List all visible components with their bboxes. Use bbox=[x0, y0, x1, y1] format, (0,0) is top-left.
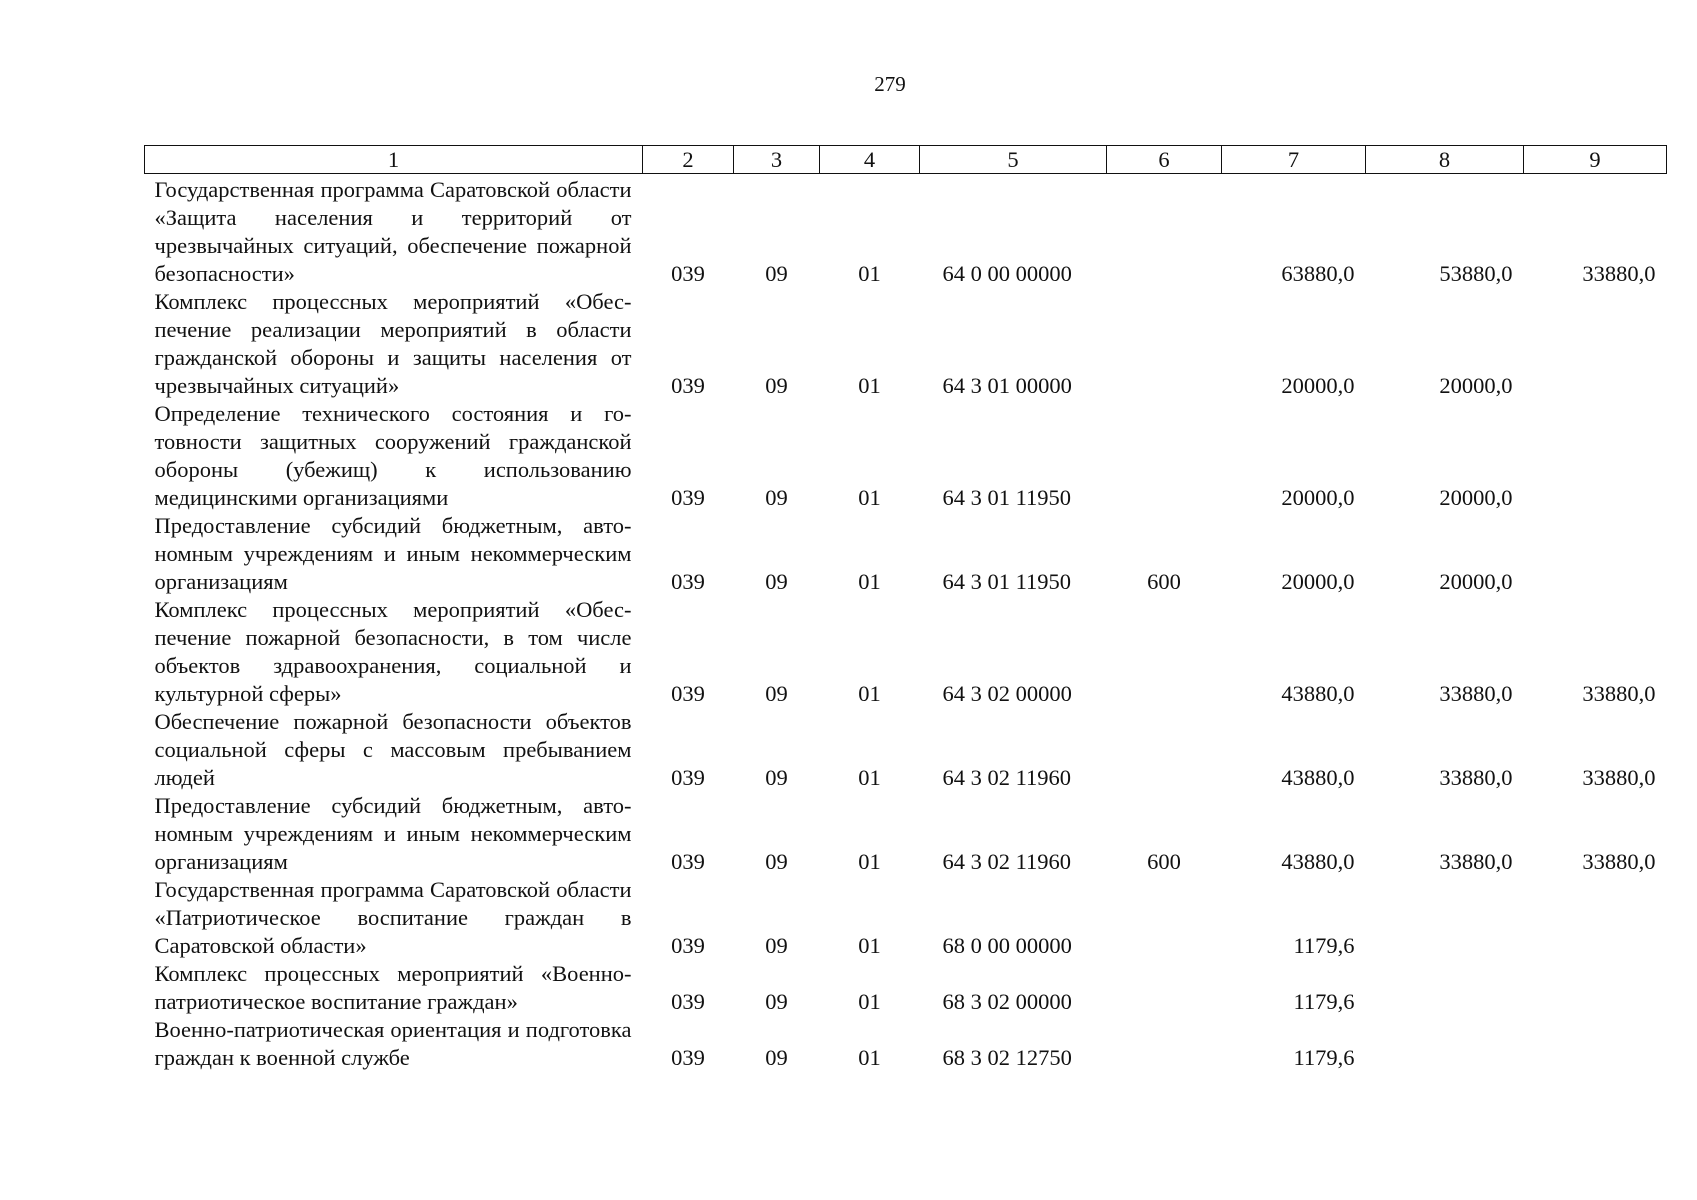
row-sum-1: 63880,0 bbox=[1281, 261, 1355, 286]
column-header-5: 5 bbox=[920, 146, 1107, 174]
row-pr: 01 bbox=[858, 261, 881, 286]
row-ved: 039 bbox=[671, 681, 705, 706]
row-vr bbox=[1107, 174, 1222, 289]
row-pr: 01 bbox=[858, 765, 881, 790]
column-header-6: 6 bbox=[1107, 146, 1222, 174]
row-sum-2 bbox=[1366, 960, 1524, 1016]
row-name: Предоставление субсидий бюджетным, автономным учреждениям и иным некоммерческим организациям bbox=[154, 793, 632, 874]
row-rz: 09 bbox=[765, 933, 788, 958]
row-sum-3 bbox=[1524, 512, 1667, 596]
row-sum-2: 33880,0 bbox=[1439, 765, 1513, 790]
row-pr: 01 bbox=[858, 485, 881, 510]
row-vr bbox=[1107, 876, 1222, 960]
row-rz: 09 bbox=[765, 569, 788, 594]
row-rz: 09 bbox=[765, 373, 788, 398]
row-csr: 68 0 00 00000 bbox=[942, 933, 1072, 958]
page-number: 279 bbox=[874, 72, 906, 96]
row-pr: 01 bbox=[858, 989, 881, 1014]
row-sum-3 bbox=[1524, 288, 1667, 400]
row-sum-3: 33880,0 bbox=[1582, 681, 1656, 706]
table-row bbox=[145, 792, 1667, 876]
row-vr: 600 bbox=[1147, 569, 1181, 594]
row-sum-2: 33880,0 bbox=[1439, 681, 1513, 706]
row-csr: 64 3 02 11960 bbox=[942, 765, 1072, 790]
row-pr: 01 bbox=[858, 681, 881, 706]
column-header-1: 1 bbox=[145, 146, 643, 174]
row-vr bbox=[1107, 1016, 1222, 1072]
row-ved: 039 bbox=[671, 261, 705, 286]
row-name: Комплекс процессных мероприятий «Обеспечение реализации мероприятий в области гражданской обороны и защиты населения от чрезвычайных ситуаций» bbox=[154, 289, 632, 398]
row-sum-1: 20000,0 bbox=[1281, 485, 1355, 510]
row-sum-3 bbox=[1524, 1016, 1667, 1072]
row-sum-2: 20000,0 bbox=[1439, 569, 1513, 594]
table-row bbox=[145, 400, 1667, 512]
row-vr bbox=[1107, 960, 1222, 1016]
budget-table bbox=[144, 145, 1667, 1072]
row-sum-2 bbox=[1366, 1016, 1524, 1072]
row-pr: 01 bbox=[858, 933, 881, 958]
row-ved: 039 bbox=[671, 849, 705, 874]
table-row bbox=[145, 960, 1667, 1016]
row-vr bbox=[1107, 596, 1222, 708]
row-csr: 64 3 02 11960 bbox=[942, 849, 1072, 874]
row-vr bbox=[1107, 288, 1222, 400]
row-sum-2 bbox=[1366, 876, 1524, 960]
row-vr: 600 bbox=[1147, 849, 1181, 874]
row-vr bbox=[1107, 708, 1222, 792]
row-csr: 68 3 02 00000 bbox=[942, 989, 1072, 1014]
row-ved: 039 bbox=[671, 373, 705, 398]
row-sum-1: 43880,0 bbox=[1281, 765, 1355, 790]
row-ved: 039 bbox=[671, 1045, 705, 1070]
row-rz: 09 bbox=[765, 681, 788, 706]
row-sum-1: 20000,0 bbox=[1281, 373, 1355, 398]
row-pr: 01 bbox=[858, 1045, 881, 1070]
row-name: Военно-патриотическая ориентация и подготовка граждан к военной службе bbox=[154, 1017, 632, 1070]
row-sum-3 bbox=[1524, 400, 1667, 512]
row-ved: 039 bbox=[671, 989, 705, 1014]
row-name: Государственная программа Саратовской области «Патриотическое воспитание граждан в Саратовской области» bbox=[154, 877, 632, 958]
row-pr: 01 bbox=[858, 569, 881, 594]
row-ved: 039 bbox=[671, 569, 705, 594]
row-sum-1: 1179,6 bbox=[1293, 989, 1355, 1014]
table-row bbox=[145, 876, 1667, 960]
row-csr: 64 3 01 11950 bbox=[942, 569, 1072, 594]
row-sum-2: 20000,0 bbox=[1439, 485, 1513, 510]
row-pr: 01 bbox=[858, 849, 881, 874]
row-rz: 09 bbox=[765, 1045, 788, 1070]
row-sum-1: 43880,0 bbox=[1281, 681, 1355, 706]
row-name: Государственная программа Саратовской области «Защита населения и территорий от чрезвычайных ситуаций, обеспечение пожарной безопасности» bbox=[154, 177, 632, 286]
row-csr: 64 3 01 11950 bbox=[942, 485, 1072, 510]
row-name: Предоставление субсидий бюджетным, автономным учреждениям и иным некоммерческим организациям bbox=[154, 513, 632, 594]
row-sum-3 bbox=[1524, 876, 1667, 960]
row-csr: 64 3 01 00000 bbox=[942, 373, 1072, 398]
row-ved: 039 bbox=[671, 485, 705, 510]
table-row bbox=[145, 512, 1667, 596]
row-sum-2: 20000,0 bbox=[1439, 373, 1513, 398]
row-pr: 01 bbox=[858, 373, 881, 398]
table-row bbox=[145, 288, 1667, 400]
table-row bbox=[145, 596, 1667, 708]
row-sum-1: 1179,6 bbox=[1293, 933, 1355, 958]
row-vr bbox=[1107, 400, 1222, 512]
row-name: Комплекс процессных мероприятий «Военно-патриотическое воспитание граждан» bbox=[154, 961, 632, 1014]
row-rz: 09 bbox=[765, 849, 788, 874]
row-name: Обеспечение пожарной безопасности объектов социальной сферы с массовым пребыванием людей bbox=[154, 709, 632, 790]
table-row bbox=[145, 708, 1667, 792]
column-header-4: 4 bbox=[820, 146, 920, 174]
column-header-8: 8 bbox=[1366, 146, 1524, 174]
row-sum-1: 20000,0 bbox=[1281, 569, 1355, 594]
row-sum-2: 33880,0 bbox=[1439, 849, 1513, 874]
row-sum-3: 33880,0 bbox=[1582, 261, 1656, 286]
row-sum-1: 1179,6 bbox=[1293, 1045, 1355, 1070]
row-sum-3: 33880,0 bbox=[1582, 765, 1656, 790]
row-rz: 09 bbox=[765, 485, 788, 510]
table-row bbox=[145, 174, 1667, 289]
row-name: Комплекс процессных мероприятий «Обеспечение пожарной безопасности, в том числе объектов здравоохранения, социальной и культурной сферы» bbox=[154, 597, 632, 706]
row-sum-2: 53880,0 bbox=[1439, 261, 1513, 286]
column-header-2: 2 bbox=[643, 146, 734, 174]
row-rz: 09 bbox=[765, 261, 788, 286]
row-csr: 64 3 02 00000 bbox=[942, 681, 1072, 706]
table-header-row bbox=[145, 146, 1667, 174]
row-rz: 09 bbox=[765, 765, 788, 790]
row-sum-3 bbox=[1524, 960, 1667, 1016]
row-csr: 64 0 00 00000 bbox=[942, 261, 1072, 286]
column-header-7: 7 bbox=[1222, 146, 1366, 174]
row-csr: 68 3 02 12750 bbox=[942, 1045, 1072, 1070]
row-sum-1: 43880,0 bbox=[1281, 849, 1355, 874]
row-sum-3: 33880,0 bbox=[1582, 849, 1656, 874]
row-name: Определение технического состояния и готовности защитных сооружений гражданской обороны (убежищ) к использованию медицинскими организациями bbox=[154, 401, 632, 510]
column-header-9: 9 bbox=[1524, 146, 1667, 174]
column-header-3: 3 bbox=[734, 146, 820, 174]
table-row bbox=[145, 1016, 1667, 1072]
row-ved: 039 bbox=[671, 933, 705, 958]
row-rz: 09 bbox=[765, 989, 788, 1014]
row-ved: 039 bbox=[671, 765, 705, 790]
